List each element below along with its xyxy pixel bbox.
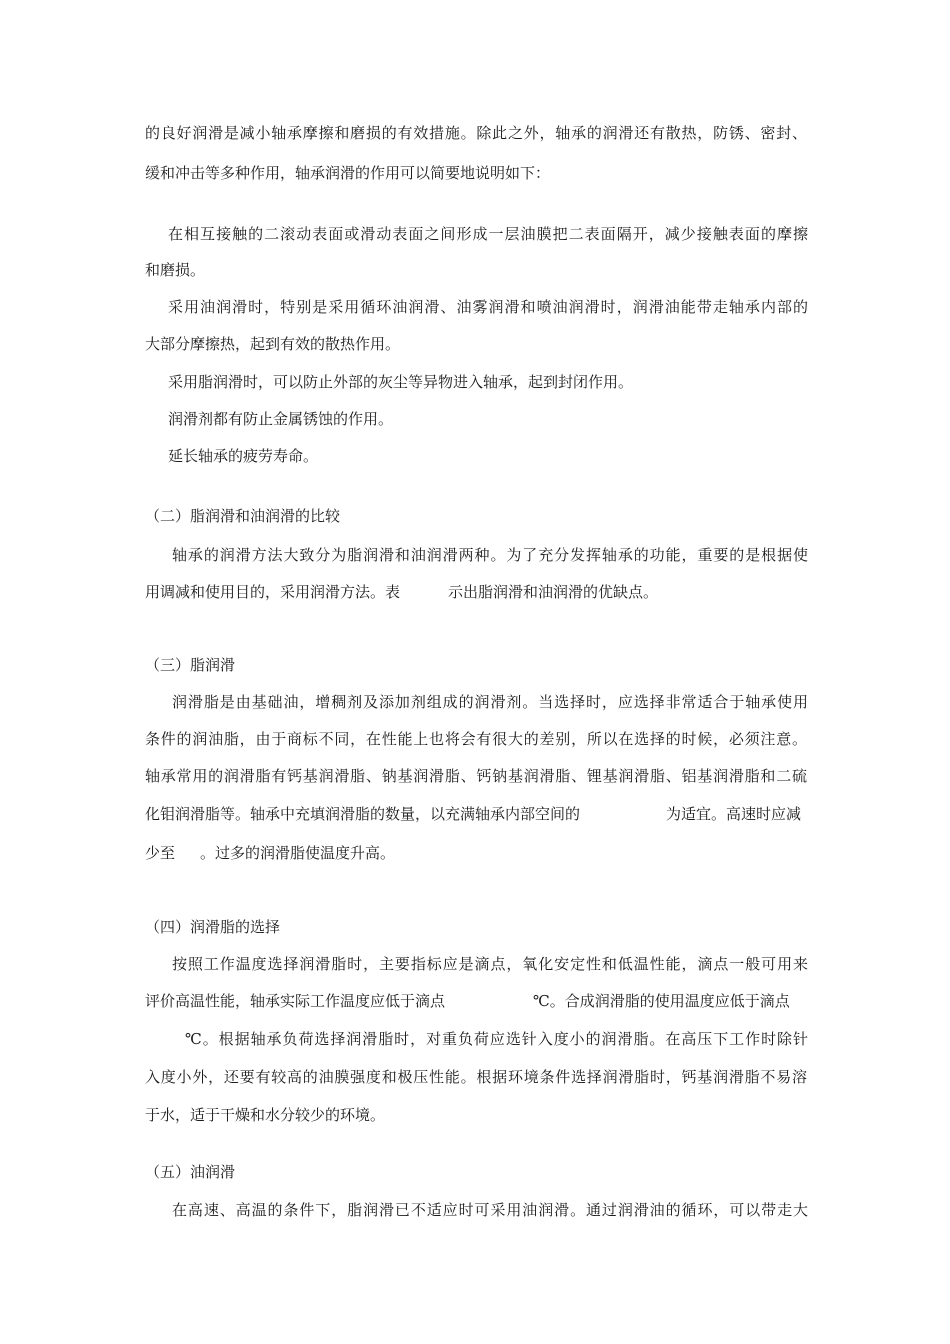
section-2-line-1: 轴承的润滑方法大致分为脂润滑和油润滑两种。为了充分发挥轴承的功能，重要的是根据使: [172, 546, 808, 564]
section-4-line-2b: ℃。合成润滑脂的使用温度应低于滴点: [533, 992, 790, 1010]
function-item-2-line-1: 采用油润滑时，特别是采用循环油润滑、油雾润滑和喷油润滑时，润滑油能带走轴承内部的: [168, 298, 808, 316]
section-3-line-3: 轴承常用的润滑脂有钙基润滑脂、钠基润滑脂、钙钠基润滑脂、锂基润滑脂、铝基润滑脂和二硫: [145, 767, 807, 785]
section-2-line-2a: 用调减和使用目的，采用润滑方法。表: [145, 583, 401, 601]
section-3-line-4b: 为适宜。高速时应减: [666, 805, 802, 823]
function-item-2-line-2: 大部分摩擦热，起到有效的散热作用。: [145, 335, 401, 353]
section-4-line-3: ℃。根据轴承负荷选择润滑脂时，对重负荷应选针入度小的润滑脂。在高压下工作时除针: [185, 1030, 808, 1048]
function-item-4: 润滑剂都有防止金属锈蚀的作用。: [168, 410, 394, 428]
section-3-line-4a: 化钼润滑脂等。轴承中充填润滑脂的数量，以充满轴承内部空间的: [145, 805, 581, 823]
function-item-1-line-2: 和磨损。: [145, 261, 206, 279]
intro-line-2: 缓和冲击等多种作用，轴承润滑的作用可以简要地说明如下：: [145, 164, 551, 182]
section-3-line-2: 条件的润油脂，由于商标不同，在性能上也将会有很大的差别，所以在选择的时候，必须注意。: [145, 730, 807, 748]
section-3-line-5b: 。过多的润滑脂使温度升高。: [200, 844, 396, 862]
section-3-line-5a: 少至: [145, 844, 176, 862]
function-item-5: 延长轴承的疲劳寿命。: [168, 447, 319, 465]
section-2-line-2b: 示出脂润滑和油润滑的优缺点。: [448, 583, 659, 601]
section-3-line-1: 润滑脂是由基础油，增稠剂及添加剂组成的润滑剂。当选择时，应选择非常适合于轴承使用: [172, 693, 808, 711]
function-item-1-line-1: 在相互接触的二滚动表面或滑动表面之间形成一层油膜把二表面隔开，减少接触表面的摩擦: [168, 225, 808, 243]
section-5-line-1: 在高速、高温的条件下，脂润滑已不适应时可采用油润滑。通过润滑油的循环，可以带走大: [172, 1201, 808, 1219]
section-4-line-2a: 评价高温性能，轴承实际工作温度应低于滴点: [145, 992, 446, 1010]
section-5-heading: （五）油润滑: [145, 1163, 236, 1181]
function-item-3: 采用脂润滑时，可以防止外部的灰尘等异物进入轴承，起到封闭作用。: [168, 373, 634, 391]
section-4-line-4: 入度小外，还要有较高的油膜强度和极压性能。根据环境条件选择润滑脂时，钙基润滑脂不易溶: [145, 1068, 807, 1086]
section-4-line-5: 于水，适于干燥和水分较少的环境。: [145, 1106, 386, 1124]
intro-line-1: 的良好润滑是减小轴承摩擦和磨损的有效措施。除此之外，轴承的润滑还有散热，防锈、密封、: [145, 124, 807, 142]
section-4-heading: （四）润滑脂的选择: [145, 918, 281, 936]
section-4-line-1: 按照工作温度选择润滑脂时，主要指标应是滴点，氧化安定性和低温性能，滴点一般可用来: [172, 955, 808, 973]
section-3-heading: （三）脂润滑: [145, 656, 236, 674]
section-2-heading: （二）脂润滑和油润滑的比较: [145, 507, 341, 525]
